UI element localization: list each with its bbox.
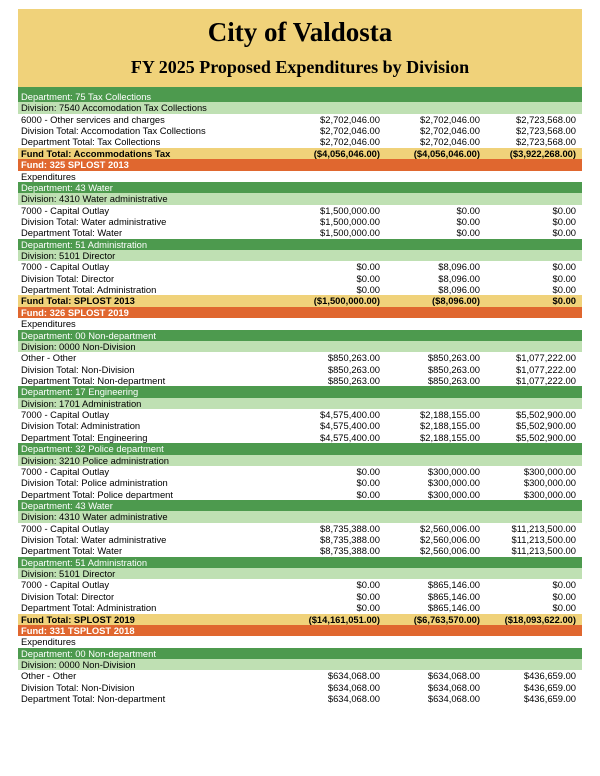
subtotal-row [18,477,582,488]
fund-total-row [18,614,582,625]
amount-col-3: $0.00 [552,215,576,227]
amount-col-2: $2,560,006.00 [420,534,480,546]
subtotal-row [18,682,582,693]
amount-col-3: $436,659.00 [523,693,576,705]
row-label: 7000 - Capital Outlay [21,409,110,421]
row-label: Expenditures [21,636,76,648]
row-label: 7000 - Capital Outlay [21,522,110,534]
amount-col-1: $1,500,000.00 [320,204,380,216]
amount-col-3: $436,659.00 [523,670,576,682]
amount-col-2: $865,146.00 [427,590,480,602]
subtotal-row [18,273,582,284]
amount-col-3: $2,723,568.00 [516,113,576,125]
row-label: Department: 17 Engineering [21,386,139,398]
amount-col-1: $0.00 [356,602,380,614]
row-label: Fund Total: SPLOST 2013 [21,295,135,307]
department-row [18,557,582,568]
amount-col-3: $1,077,222.00 [516,363,576,375]
amount-col-3: $0.00 [552,272,576,284]
row-label: Department: 51 Administration [21,556,148,568]
amount-col-3: $5,502,900.00 [516,431,576,443]
row-label: Division: 0000 Non-Division [21,658,136,670]
amount-col-3: $11,213,500.00 [511,522,576,534]
division-row [18,659,582,670]
amount-col-3: $300,000.00 [523,477,576,489]
report-subtitle: FY 2025 Proposed Expenditures by Division [130,57,470,77]
division-row [18,511,582,522]
row-label: Department: 32 Police department [21,443,164,455]
row-label: Division Total: Director [21,272,115,284]
amount-col-2: $0.00 [456,204,480,216]
subtotal-row [18,602,582,613]
amount-col-1: $850,263.00 [327,374,380,386]
amount-col-2: $300,000.00 [427,477,480,489]
division-row [18,568,582,579]
expenditures-row [18,171,582,182]
division-row [18,398,582,409]
row-label: Department: 51 Administration [21,238,148,250]
row-label: Department Total: Water [21,545,123,557]
amount-col-1: $634,068.00 [327,681,380,693]
line-item-row [18,579,582,590]
row-label: Department: 00 Non-department [21,329,156,341]
amount-col-1: $0.00 [356,590,380,602]
amount-col-3: $5,502,900.00 [516,409,576,421]
line-item-row [18,670,582,681]
expenditures-table [18,87,582,704]
amount-col-2: $634,068.00 [427,693,480,705]
amount-col-1: $0.00 [356,477,380,489]
amount-col-3: $5,502,900.00 [516,420,576,432]
amount-col-2: $865,146.00 [427,602,480,614]
line-item-row [18,114,582,125]
row-label: Division Total: Police administration [21,477,168,489]
subtotal-row [18,591,582,602]
amount-col-3: $0.00 [552,204,576,216]
amount-col-2: $2,188,155.00 [420,420,480,432]
amount-col-1: $8,735,388.00 [320,534,380,546]
amount-col-2: $850,263.00 [427,352,480,364]
amount-col-1: $634,068.00 [327,670,380,682]
amount-col-3: $2,723,568.00 [516,136,576,148]
subtotal-row [18,420,582,431]
row-label: Department Total: Engineering [21,431,148,443]
subtotal-row [18,432,582,443]
department-row [18,182,582,193]
amount-col-2: $8,096.00 [438,272,480,284]
amount-col-1: $4,575,400.00 [320,420,380,432]
amount-col-2: $2,702,046.00 [420,136,480,148]
amount-col-2: $2,560,006.00 [420,545,480,557]
row-label: Division: 0000 Non-Division [21,340,136,352]
row-label: Division: 3210 Police administration [21,454,169,466]
amount-col-2: $0.00 [456,227,480,239]
amount-col-3: $0.00 [552,602,576,614]
amount-col-1: ($1,500,000.00) [313,295,380,307]
row-label: Department Total: Police department [21,488,173,500]
row-label: Department Total: Tax Collections [21,136,161,148]
fund-row [18,159,582,170]
amount-col-2: $850,263.00 [427,363,480,375]
amount-col-2: $634,068.00 [427,670,480,682]
amount-col-1: $0.00 [356,284,380,296]
row-label: 6000 - Other services and charges [21,113,165,125]
row-label: Fund: 331 TSPLOST 2018 [21,624,135,636]
subtotal-row [18,545,582,556]
amount-col-3: $300,000.00 [523,488,576,500]
row-label: Division: 4310 Water administrative [21,511,168,523]
row-label: Expenditures [21,170,76,182]
subtotal-row [18,125,582,136]
department-row [18,386,582,397]
amount-col-2: $300,000.00 [427,488,480,500]
division-row [18,102,582,113]
row-label: Department: 00 Non-department [21,647,156,659]
fund-row [18,625,582,636]
amount-col-2: $300,000.00 [427,465,480,477]
amount-col-3: $300,000.00 [523,465,576,477]
amount-col-1: $2,702,046.00 [320,113,380,125]
department-row [18,500,582,511]
row-label: Division: 5101 Director [21,568,116,580]
row-label: Division Total: Non-Division [21,681,135,693]
row-label: Other - Other [21,670,77,682]
fund-total-row [18,148,582,159]
amount-col-3: $0.00 [552,227,576,239]
department-row [18,239,582,250]
row-label: 7000 - Capital Outlay [21,579,110,591]
subtotal-row [18,489,582,500]
amount-col-1: $0.00 [356,261,380,273]
amount-col-3: $0.00 [552,261,576,273]
amount-col-2: ($6,763,570.00) [413,613,480,625]
amount-col-3: $11,213,500.00 [511,545,576,557]
amount-col-1: ($4,056,046.00) [313,147,380,159]
row-label: 7000 - Capital Outlay [21,465,110,477]
row-label: Division Total: Director [21,590,115,602]
division-row [18,250,582,261]
row-label: Department: 75 Tax Collections [21,91,152,102]
amount-col-2: $865,146.00 [427,579,480,591]
row-label: Division: 1701 Administration [21,397,142,409]
division-row [18,193,582,204]
row-label: Fund: 326 SPLOST 2019 [21,306,129,318]
amount-col-2: $8,096.00 [438,261,480,273]
amount-col-1: $850,263.00 [327,363,380,375]
subtotal-row [18,227,582,238]
amount-col-2: $0.00 [456,215,480,227]
row-label: Division: 7540 Accomodation Tax Collections [21,102,207,114]
row-label: Other - Other [21,352,77,364]
expenditures-row [18,636,582,647]
row-label: Department Total: Administration [21,602,157,614]
amount-col-2: $634,068.00 [427,681,480,693]
line-item-row [18,205,582,216]
amount-col-2: $2,188,155.00 [420,409,480,421]
amount-col-1: $8,735,388.00 [320,545,380,557]
row-label: Division Total: Administration [21,420,141,432]
subtotal-row [18,364,582,375]
subtotal-row [18,284,582,295]
row-label: Division Total: Water administrative [21,215,167,227]
amount-col-1: $4,575,400.00 [320,409,380,421]
row-label: Fund: 325 SPLOST 2013 [21,159,129,171]
row-label: Department Total: Administration [21,284,157,296]
amount-col-3: $0.00 [552,284,576,296]
amount-col-3: $0.00 [552,295,576,307]
row-label: 7000 - Capital Outlay [21,204,110,216]
report-title: City of Valdosta [207,17,393,47]
amount-col-3: $2,723,568.00 [516,125,576,137]
row-label: Division Total: Accomodation Tax Collections [21,125,206,137]
amount-col-2: $850,263.00 [427,374,480,386]
department-row [18,330,582,341]
report-header [18,9,582,87]
row-label: Department: 43 Water [21,181,113,193]
subtotal-row [18,534,582,545]
line-item-row [18,352,582,363]
amount-col-1: $2,702,046.00 [320,136,380,148]
department-row [18,648,582,659]
amount-col-1: $1,500,000.00 [320,227,380,239]
row-label: Division: 4310 Water administrative [21,193,168,205]
amount-col-1: $2,702,046.00 [320,125,380,137]
row-label: Division Total: Non-Division [21,363,135,375]
row-label: Expenditures [21,318,76,330]
department-row [18,443,582,454]
amount-col-3: $0.00 [552,579,576,591]
amount-col-2: $2,702,046.00 [420,125,480,137]
fund-total-row [18,295,582,306]
amount-col-2: $8,096.00 [438,284,480,296]
subtotal-row [18,136,582,147]
amount-col-2: ($4,056,046.00) [413,147,480,159]
line-item-row [18,466,582,477]
row-label: Department Total: Non-department [21,693,166,705]
amount-col-2: $2,188,155.00 [420,431,480,443]
amount-col-3: ($3,922,268.00) [509,147,576,159]
amount-col-1: $8,735,388.00 [320,522,380,534]
row-label: Division: 5101 Director [21,250,116,262]
amount-col-2: $2,702,046.00 [420,113,480,125]
row-label: Fund Total: SPLOST 2019 [21,613,135,625]
subtotal-row [18,375,582,386]
row-label: Department Total: Water [21,227,123,239]
amount-col-3: $11,213,500.00 [511,534,576,546]
row-label: Department: 43 Water [21,499,113,511]
subtotal-row [18,693,582,704]
amount-col-1: $1,500,000.00 [320,215,380,227]
amount-col-1: $4,575,400.00 [320,431,380,443]
amount-col-1: $0.00 [356,465,380,477]
subtotal-row [18,216,582,227]
amount-col-3: $0.00 [552,590,576,602]
amount-col-1: ($14,161,051.00) [308,613,380,625]
amount-col-1: $0.00 [356,579,380,591]
line-item-row [18,523,582,534]
line-item-row [18,261,582,272]
amount-col-2: $2,560,006.00 [420,522,480,534]
line-item-row [18,409,582,420]
row-label: 7000 - Capital Outlay [21,261,110,273]
amount-col-2: ($8,096.00) [432,295,480,307]
department-row [18,91,582,102]
amount-col-1: $0.00 [356,488,380,500]
division-row [18,341,582,352]
fund-row [18,307,582,318]
row-label: Department Total: Non-department [21,374,166,386]
amount-col-1: $850,263.00 [327,352,380,364]
amount-col-3: $1,077,222.00 [516,352,576,364]
amount-col-1: $634,068.00 [327,693,380,705]
row-label: Fund Total: Accommodations Tax [21,147,171,159]
amount-col-3: ($18,093,622.00) [504,613,576,625]
row-label: Division Total: Water administrative [21,534,167,546]
amount-col-3: $436,659.00 [523,681,576,693]
amount-col-1: $0.00 [356,272,380,284]
expenditures-row [18,318,582,329]
division-row [18,455,582,466]
amount-col-3: $1,077,222.00 [516,374,576,386]
